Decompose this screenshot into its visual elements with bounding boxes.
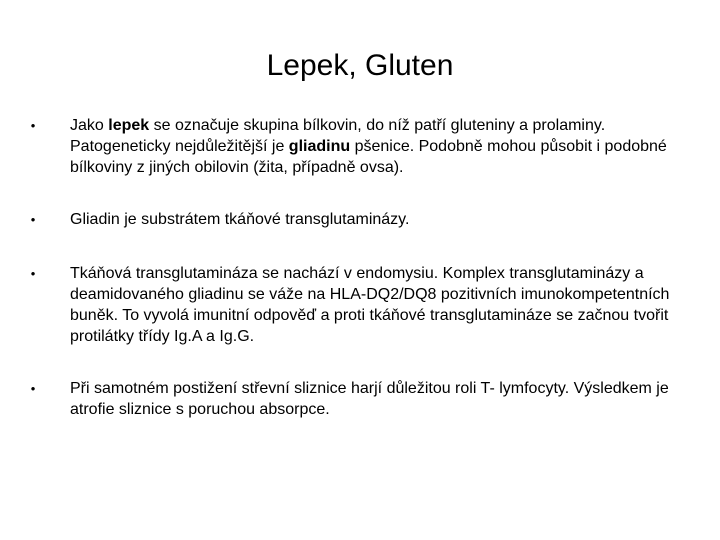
text-segment: Gliadin je substrátem tkáňové transglutaminázy.: [70, 211, 410, 228]
text-segment: pšenice. Podobně mohou působit i podobné bílkoviny z jiných obilovin (žita, případně ovsa).: [70, 138, 667, 176]
bold-text-segment: gliadinu: [288, 138, 351, 155]
text-segment: se označuje skupina bílkovin, do níž patří gluteniny a prolaminy. Patogeneticky nejdůležitější je: [70, 117, 606, 155]
bullet-icon: •: [30, 118, 36, 133]
bullet-icon: •: [30, 212, 36, 227]
bold-text-segment: lepek: [108, 117, 150, 134]
slide-title: Lepek, Gluten: [266, 49, 454, 82]
bullet-text: [70, 378, 685, 420]
bullet-text: [70, 263, 685, 347]
bullet-text: [70, 115, 685, 178]
text-segment: Tkáňová transglutamináza se nachází v endomysiu. Komplex transglutaminázy a deamidovaného gliadinu se váže na HLA-DQ2/DQ8 pozitivních imunokompetentních buněk. To vyvolá imunitní odpověď a proti tkáňové transglutamináze se začnou tvořit protilátky třídy Ig.A a Ig.G.: [70, 265, 670, 345]
bullet-icon: •: [30, 381, 36, 396]
bullet-icon: •: [30, 266, 36, 281]
text-segment: Při samotném postižení střevní sliznice harjí důležitou roli T- lymfocyty. Výsledkem je atrofie sliznice s poruchou absorpce.: [70, 380, 669, 418]
text-segment: Jako: [70, 117, 109, 134]
bullet-text: [70, 209, 685, 230]
